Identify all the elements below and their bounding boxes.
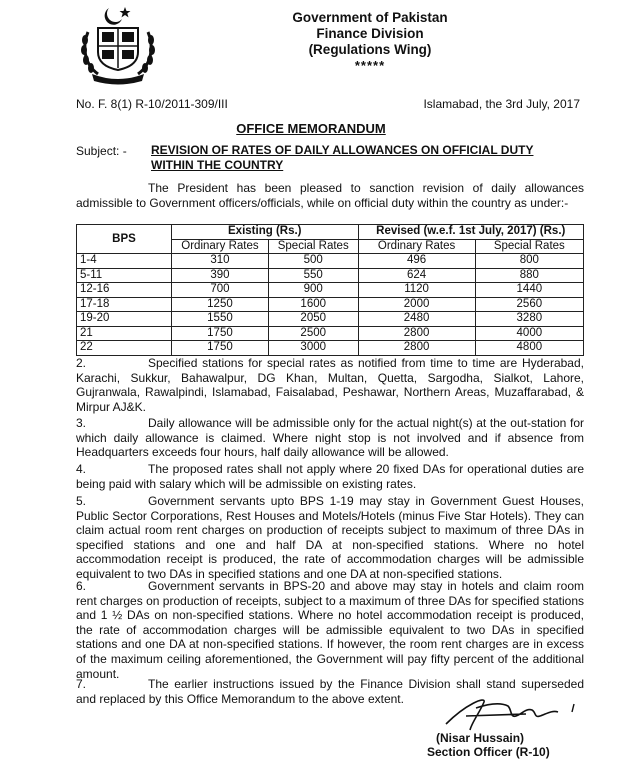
letterhead-line-3: (Regulations Wing) bbox=[308, 42, 432, 57]
paragraph-text: The proposed rates shall not apply where 20 fixed DAs for operational duties are being paid with salary which will be admissible on existing rates. bbox=[76, 462, 584, 491]
sub-ordinary-revised: Ordinary Rates bbox=[358, 239, 475, 254]
table-row: 5-11 390 550 624 880 bbox=[77, 268, 584, 283]
issue-date: Islamabad, the 3rd July, 2017 bbox=[423, 97, 580, 111]
paragraph-text: Specified stations for special rates as notified from time to time are Hyderabad, Karachi, Sukkur, Bahawalpur, DG Khan, Multan, Quetta, Sargodha, Sialkot, Lahore, Gujranwala, Rawalpindi, Islamabad, Faisalabad, Peshawar, Northern Areas, Muzaffarabad, & Mirpur AJ&K. bbox=[76, 356, 584, 414]
signatory-name: (Nisar Hussain) bbox=[436, 731, 525, 745]
table-row: 1-4 310 500 496 800 bbox=[77, 254, 584, 269]
rates-table bbox=[76, 224, 584, 356]
intro-text: The President has been pleased to sanction revision of daily allowances admissible to Government officers/officials, while on official duty within the country as under:- bbox=[76, 181, 584, 210]
intro-paragraph bbox=[76, 181, 584, 210]
col-existing: Existing (Rs.) bbox=[172, 225, 359, 240]
table-row: 12-16 700 900 1120 1440 bbox=[77, 283, 584, 298]
paragraph-text: The earlier instructions issued by the Finance Division shall stand superseded and replaced by this Office Memorandum to the above extent. bbox=[76, 677, 584, 706]
paragraph-4 bbox=[76, 462, 584, 491]
paragraph-6 bbox=[76, 579, 584, 681]
signatory-designation: Section Officer (R-10) bbox=[427, 745, 550, 759]
sub-special-revised: Special Rates bbox=[475, 239, 583, 254]
paragraph-2 bbox=[76, 356, 584, 414]
letterhead bbox=[255, 10, 485, 74]
paragraph-number: 3. bbox=[76, 416, 87, 430]
reference-number: No. F. 8(1) R-10/2011-309/III bbox=[76, 97, 228, 111]
paragraph-number: 6. bbox=[76, 579, 87, 593]
col-revised: Revised (w.e.f. 1st July, 2017) (Rs.) bbox=[358, 225, 583, 240]
table-row: 22 1750 3000 2800 4800 bbox=[77, 341, 584, 356]
paragraph-number: 4. bbox=[76, 462, 87, 476]
sub-special-existing: Special Rates bbox=[268, 239, 358, 254]
paragraph-text: Daily allowance will be admissible only for the actual night(s) at the out-station for which daily allowance is claimed. Where night stop is not involved and if absence from Headquarters exceeds four hours, half daily allowance will be allowed. bbox=[76, 416, 584, 460]
paragraph-number: 7. bbox=[76, 677, 87, 691]
col-bps: BPS bbox=[77, 225, 172, 254]
paragraph-text: Government servants in BPS-20 and above may stay in hotels and claim room rent charges on production of receipts, subject to a maximum of three DAs for specified stations and 1 ½ DAs on non-specified stations. Where no hotel accommodation receipt is produced, the rate of accommodation charges will be admissible equivalent to two DAs in specified stations and one DA at non-specified stations. If however, the room rent charges are in excess of the maximum ceiling aforementioned, the Government will pay fifty percent of the additional amount. bbox=[76, 579, 584, 681]
paragraph-number: 5. bbox=[76, 494, 87, 508]
letterhead-stars: ***** bbox=[354, 58, 386, 73]
table-row: 21 1750 2500 2800 4000 bbox=[77, 326, 584, 341]
subject-text: REVISION OF RATES OF DAILY ALLOWANCES ON OFFICIAL DUTY WITHIN THE COUNTRY bbox=[151, 143, 534, 172]
signature-icon bbox=[426, 694, 586, 734]
sub-ordinary-existing: Ordinary Rates bbox=[172, 239, 269, 254]
paragraph-5 bbox=[76, 494, 584, 582]
paragraph-3 bbox=[76, 416, 584, 460]
government-emblem-icon bbox=[76, 4, 160, 86]
letterhead-line-2: Finance Division bbox=[316, 26, 424, 41]
table-row: 17-18 1250 1600 2000 2560 bbox=[77, 297, 584, 312]
letterhead-line-1: Government of Pakistan bbox=[292, 10, 448, 25]
table-row: 19-20 1550 2050 2480 3280 bbox=[77, 312, 584, 327]
subject-label: Subject: - bbox=[76, 144, 127, 158]
paragraph-text: Government servants upto BPS 1-19 may stay in Government Guest Houses, Public Sector Corporations, Rest Houses and Motels/Hotels (minus Five Star Hotels). They can claim actual room rent charges on production of receipts subject to maximum of three DAs in specified stations and one and half DA at non-specified stations. Where no hotel accommodation receipt is produced, the rate of accommodation charges will be admissible equivalent to two DAs in specified stations and one DA at non-specified stations. bbox=[76, 494, 584, 581]
memo-title: OFFICE MEMORANDUM bbox=[236, 121, 386, 136]
paragraph-number: 2. bbox=[76, 356, 87, 370]
